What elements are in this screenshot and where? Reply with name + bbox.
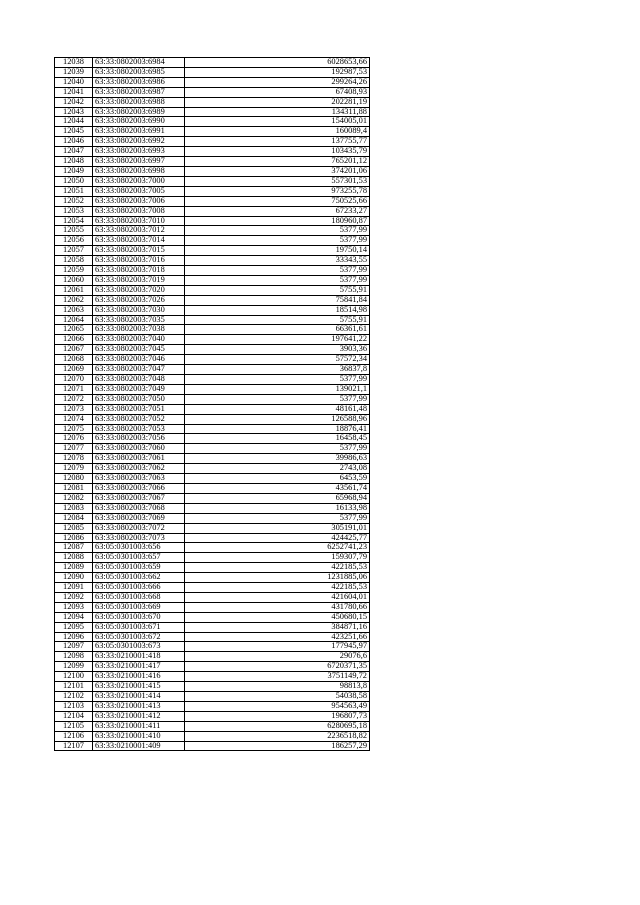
table-row (55, 186, 370, 196)
cadastral-number-cell: 63:05:0301003:672 (93, 632, 185, 642)
table-row (55, 721, 370, 731)
table-row (55, 335, 370, 345)
table-row (55, 662, 370, 672)
row-number-cell: 12058 (55, 256, 93, 266)
value-cell: 5377,99 (185, 375, 370, 385)
row-number-cell: 12082 (55, 493, 93, 503)
cadastral-number-cell: 63:33:0802003:6990 (93, 117, 185, 127)
table-row (55, 117, 370, 127)
value-cell: 126588,96 (185, 414, 370, 424)
cadastral-number-cell: 63:33:0802003:6986 (93, 77, 185, 87)
row-number-cell: 12039 (55, 67, 93, 77)
cadastral-number-cell: 63:33:0802003:6984 (93, 58, 185, 68)
value-cell: 75841,84 (185, 295, 370, 305)
table-row (55, 196, 370, 206)
table-row (55, 642, 370, 652)
row-number-cell: 12048 (55, 157, 93, 167)
cadastral-number-cell: 63:05:0301003:670 (93, 612, 185, 622)
cadastral-number-cell: 63:33:0210001:416 (93, 672, 185, 682)
value-cell: 5755,91 (185, 285, 370, 295)
cadastral-number-cell: 63:33:0802003:7015 (93, 246, 185, 256)
table-row (55, 731, 370, 741)
value-cell: 18514,98 (185, 305, 370, 315)
cadastral-number-cell: 63:33:0802003:7072 (93, 523, 185, 533)
cadastral-number-cell: 63:33:0802003:7026 (93, 295, 185, 305)
cadastral-number-cell: 63:33:0802003:7053 (93, 424, 185, 434)
value-cell: 431780,66 (185, 602, 370, 612)
value-cell: 2236518,82 (185, 731, 370, 741)
table-row (55, 107, 370, 117)
value-cell: 29076,6 (185, 652, 370, 662)
value-cell: 67408,93 (185, 87, 370, 97)
row-number-cell: 12086 (55, 533, 93, 543)
table-row (55, 365, 370, 375)
cadastral-number-cell: 63:33:0210001:411 (93, 721, 185, 731)
cadastral-number-cell: 63:33:0802003:7012 (93, 226, 185, 236)
cadastral-number-cell: 63:33:0210001:412 (93, 711, 185, 721)
row-number-cell: 12064 (55, 315, 93, 325)
table-row (55, 692, 370, 702)
table-row (55, 246, 370, 256)
table-row (55, 602, 370, 612)
cadastral-number-cell: 63:33:0210001:418 (93, 652, 185, 662)
row-number-cell: 12096 (55, 632, 93, 642)
value-cell: 973255,78 (185, 186, 370, 196)
row-number-cell: 12050 (55, 176, 93, 186)
cadastral-number-cell: 63:05:0301003:669 (93, 602, 185, 612)
row-number-cell: 12076 (55, 434, 93, 444)
row-number-cell: 12071 (55, 384, 93, 394)
table-row (55, 275, 370, 285)
cadastral-number-cell: 63:33:0802003:7068 (93, 503, 185, 513)
table-row (55, 493, 370, 503)
table-row (55, 394, 370, 404)
cadastral-number-cell: 63:33:0802003:7060 (93, 444, 185, 454)
table-row (55, 583, 370, 593)
row-number-cell: 12094 (55, 612, 93, 622)
cadastral-number-cell: 63:33:0802003:6985 (93, 67, 185, 77)
table-row (55, 67, 370, 77)
row-number-cell: 12062 (55, 295, 93, 305)
row-number-cell: 12055 (55, 226, 93, 236)
cadastral-number-cell: 63:33:0210001:414 (93, 692, 185, 702)
value-cell: 39986,63 (185, 454, 370, 464)
cadastral-number-cell: 63:33:0802003:7020 (93, 285, 185, 295)
table-row (55, 592, 370, 602)
row-number-cell: 12072 (55, 394, 93, 404)
row-number-cell: 12092 (55, 592, 93, 602)
row-number-cell: 12054 (55, 216, 93, 226)
cadastral-number-cell: 63:33:0802003:7016 (93, 256, 185, 266)
value-cell: 54038,58 (185, 692, 370, 702)
row-number-cell: 12098 (55, 652, 93, 662)
value-cell: 177945,97 (185, 642, 370, 652)
cadastral-number-cell: 63:33:0802003:7000 (93, 176, 185, 186)
value-cell: 43561,74 (185, 483, 370, 493)
row-number-cell: 12103 (55, 701, 93, 711)
row-number-cell: 12101 (55, 682, 93, 692)
cadastral-value-table (54, 57, 370, 751)
value-cell: 18876,41 (185, 424, 370, 434)
row-number-cell: 12107 (55, 741, 93, 751)
table-row (55, 236, 370, 246)
value-cell: 422185,53 (185, 583, 370, 593)
row-number-cell: 12068 (55, 355, 93, 365)
value-cell: 180960,87 (185, 216, 370, 226)
table-row (55, 137, 370, 147)
row-number-cell: 12065 (55, 325, 93, 335)
row-number-cell: 12083 (55, 503, 93, 513)
row-number-cell: 12070 (55, 375, 93, 385)
row-number-cell: 12104 (55, 711, 93, 721)
cadastral-number-cell: 63:33:0802003:7048 (93, 375, 185, 385)
value-cell: 5377,99 (185, 226, 370, 236)
table-row (55, 87, 370, 97)
table-row (55, 553, 370, 563)
row-number-cell: 12066 (55, 335, 93, 345)
value-cell: 16458,45 (185, 434, 370, 444)
cadastral-number-cell: 63:33:0802003:7010 (93, 216, 185, 226)
table-row (55, 474, 370, 484)
value-cell: 36837,8 (185, 365, 370, 375)
table-row (55, 523, 370, 533)
table-row (55, 672, 370, 682)
row-number-cell: 12040 (55, 77, 93, 87)
value-cell: 3751149,72 (185, 672, 370, 682)
value-cell: 424425,77 (185, 533, 370, 543)
row-number-cell: 12085 (55, 523, 93, 533)
table-row (55, 543, 370, 553)
cadastral-number-cell: 63:33:0210001:413 (93, 701, 185, 711)
cadastral-number-cell: 63:33:0802003:7061 (93, 454, 185, 464)
cadastral-number-cell: 63:33:0210001:409 (93, 741, 185, 751)
row-number-cell: 12073 (55, 404, 93, 414)
table-row (55, 285, 370, 295)
table-body (55, 58, 370, 751)
table-row (55, 404, 370, 414)
value-cell: 5755,91 (185, 315, 370, 325)
value-cell: 19750,14 (185, 246, 370, 256)
value-cell: 5377,99 (185, 266, 370, 276)
row-number-cell: 12088 (55, 553, 93, 563)
row-number-cell: 12057 (55, 246, 93, 256)
row-number-cell: 12095 (55, 622, 93, 632)
value-cell: 6028653,66 (185, 58, 370, 68)
table-row (55, 444, 370, 454)
table-row (55, 206, 370, 216)
row-number-cell: 12080 (55, 474, 93, 484)
value-cell: 154005,01 (185, 117, 370, 127)
row-number-cell: 12102 (55, 692, 93, 702)
cadastral-number-cell: 63:33:0802003:7014 (93, 236, 185, 246)
value-cell: 139021,1 (185, 384, 370, 394)
table-row (55, 414, 370, 424)
table-row (55, 533, 370, 543)
table-row (55, 58, 370, 68)
value-cell: 67233,27 (185, 206, 370, 216)
value-cell: 65968,94 (185, 493, 370, 503)
cadastral-number-cell: 63:05:0301003:662 (93, 573, 185, 583)
row-number-cell: 12097 (55, 642, 93, 652)
cadastral-number-cell: 63:05:0301003:671 (93, 622, 185, 632)
row-number-cell: 12049 (55, 166, 93, 176)
cadastral-number-cell: 63:33:0802003:7019 (93, 275, 185, 285)
value-cell: 48161,48 (185, 404, 370, 414)
value-cell: 423251,66 (185, 632, 370, 642)
row-number-cell: 12041 (55, 87, 93, 97)
table-row (55, 266, 370, 276)
row-number-cell: 12075 (55, 424, 93, 434)
cadastral-number-cell: 63:05:0301003:673 (93, 642, 185, 652)
table-row (55, 77, 370, 87)
cadastral-number-cell: 63:33:0802003:7073 (93, 533, 185, 543)
row-number-cell: 12067 (55, 345, 93, 355)
table-row (55, 216, 370, 226)
value-cell: 134311,88 (185, 107, 370, 117)
table-row (55, 305, 370, 315)
cadastral-number-cell: 63:33:0802003:6991 (93, 127, 185, 137)
value-cell: 5377,99 (185, 513, 370, 523)
row-number-cell: 12105 (55, 721, 93, 731)
table-row (55, 483, 370, 493)
cadastral-number-cell: 63:33:0802003:7056 (93, 434, 185, 444)
cadastral-number-cell: 63:05:0301003:656 (93, 543, 185, 553)
row-number-cell: 12089 (55, 563, 93, 573)
row-number-cell: 12046 (55, 137, 93, 147)
cadastral-number-cell: 63:33:0802003:7069 (93, 513, 185, 523)
row-number-cell: 12045 (55, 127, 93, 137)
cadastral-number-cell: 63:33:0802003:7063 (93, 474, 185, 484)
value-cell: 103435,79 (185, 147, 370, 157)
table-row (55, 176, 370, 186)
value-cell: 299264,26 (185, 77, 370, 87)
table-row (55, 355, 370, 365)
table-row (55, 315, 370, 325)
row-number-cell: 12060 (55, 275, 93, 285)
row-number-cell: 12099 (55, 662, 93, 672)
value-cell: 98813,8 (185, 682, 370, 692)
row-number-cell: 12084 (55, 513, 93, 523)
cadastral-number-cell: 63:05:0301003:657 (93, 553, 185, 563)
table-row (55, 612, 370, 622)
table-row (55, 166, 370, 176)
row-number-cell: 12091 (55, 583, 93, 593)
table-row (55, 434, 370, 444)
row-number-cell: 12106 (55, 731, 93, 741)
row-number-cell: 12077 (55, 444, 93, 454)
table-row (55, 464, 370, 474)
table-row (55, 563, 370, 573)
cadastral-number-cell: 63:33:0802003:6993 (93, 147, 185, 157)
table-row (55, 157, 370, 167)
table-row (55, 573, 370, 583)
cadastral-number-cell: 63:33:0802003:7018 (93, 266, 185, 276)
row-number-cell: 12079 (55, 464, 93, 474)
table-row (55, 256, 370, 266)
value-cell: 160089,4 (185, 127, 370, 137)
cadastral-number-cell: 63:33:0802003:7062 (93, 464, 185, 474)
cadastral-number-cell: 63:33:0802003:7030 (93, 305, 185, 315)
cadastral-number-cell: 63:33:0802003:7038 (93, 325, 185, 335)
value-cell: 305191,01 (185, 523, 370, 533)
cadastral-number-cell: 63:33:0802003:6998 (93, 166, 185, 176)
row-number-cell: 12052 (55, 196, 93, 206)
table-row (55, 652, 370, 662)
table-row (55, 384, 370, 394)
value-cell: 5377,99 (185, 236, 370, 246)
value-cell: 384871,16 (185, 622, 370, 632)
cadastral-number-cell: 63:33:0210001:410 (93, 731, 185, 741)
value-cell: 3903,36 (185, 345, 370, 355)
table-row (55, 741, 370, 751)
row-number-cell: 12053 (55, 206, 93, 216)
value-cell: 954563,49 (185, 701, 370, 711)
cadastral-number-cell: 63:05:0301003:659 (93, 563, 185, 573)
cadastral-number-cell: 63:33:0802003:6992 (93, 137, 185, 147)
table-row (55, 147, 370, 157)
value-cell: 6720371,35 (185, 662, 370, 672)
cadastral-number-cell: 63:33:0802003:7049 (93, 384, 185, 394)
cadastral-number-cell: 63:33:0802003:7045 (93, 345, 185, 355)
value-cell: 197641,22 (185, 335, 370, 345)
row-number-cell: 12051 (55, 186, 93, 196)
value-cell: 66361,61 (185, 325, 370, 335)
table-row (55, 345, 370, 355)
cadastral-number-cell: 63:33:0802003:7052 (93, 414, 185, 424)
table-row (55, 711, 370, 721)
cadastral-number-cell: 63:33:0210001:415 (93, 682, 185, 692)
value-cell: 159307,79 (185, 553, 370, 563)
table-row (55, 325, 370, 335)
value-cell: 16133,98 (185, 503, 370, 513)
value-cell: 5377,99 (185, 275, 370, 285)
cadastral-number-cell: 63:33:0802003:7047 (93, 365, 185, 375)
value-cell: 421604,01 (185, 592, 370, 602)
value-cell: 137755,77 (185, 137, 370, 147)
value-cell: 6252741,23 (185, 543, 370, 553)
table-row (55, 454, 370, 464)
row-number-cell: 12078 (55, 454, 93, 464)
row-number-cell: 12044 (55, 117, 93, 127)
cadastral-number-cell: 63:33:0210001:417 (93, 662, 185, 672)
value-cell: 192987,53 (185, 67, 370, 77)
cadastral-number-cell: 63:33:0802003:7035 (93, 315, 185, 325)
value-cell: 765201,12 (185, 157, 370, 167)
table-row (55, 97, 370, 107)
table-row (55, 682, 370, 692)
table-row (55, 513, 370, 523)
cadastral-number-cell: 63:05:0301003:666 (93, 583, 185, 593)
value-cell: 374201,06 (185, 166, 370, 176)
row-number-cell: 12063 (55, 305, 93, 315)
table-row (55, 622, 370, 632)
table-row (55, 503, 370, 513)
cadastral-number-cell: 63:33:0802003:7046 (93, 355, 185, 365)
cadastral-number-cell: 63:33:0802003:6997 (93, 157, 185, 167)
value-cell: 2743,08 (185, 464, 370, 474)
table-row (55, 424, 370, 434)
table-row (55, 701, 370, 711)
row-number-cell: 12056 (55, 236, 93, 246)
value-cell: 1231885,06 (185, 573, 370, 583)
table-row (55, 295, 370, 305)
row-number-cell: 12074 (55, 414, 93, 424)
value-cell: 5377,99 (185, 444, 370, 454)
row-number-cell: 12043 (55, 107, 93, 117)
value-cell: 422185,53 (185, 563, 370, 573)
row-number-cell: 12042 (55, 97, 93, 107)
cadastral-number-cell: 63:33:0802003:6988 (93, 97, 185, 107)
row-number-cell: 12081 (55, 483, 93, 493)
row-number-cell: 12093 (55, 602, 93, 612)
value-cell: 5377,99 (185, 394, 370, 404)
cadastral-number-cell: 63:05:0301003:668 (93, 592, 185, 602)
row-number-cell: 12047 (55, 147, 93, 157)
row-number-cell: 12059 (55, 266, 93, 276)
value-cell: 557301,53 (185, 176, 370, 186)
value-cell: 6453,59 (185, 474, 370, 484)
value-cell: 196807,73 (185, 711, 370, 721)
row-number-cell: 12069 (55, 365, 93, 375)
cadastral-number-cell: 63:33:0802003:7040 (93, 335, 185, 345)
value-cell: 33343,55 (185, 256, 370, 266)
table-row (55, 226, 370, 236)
table-row (55, 632, 370, 642)
cadastral-number-cell: 63:33:0802003:7051 (93, 404, 185, 414)
row-number-cell: 12090 (55, 573, 93, 583)
value-cell: 57572,34 (185, 355, 370, 365)
row-number-cell: 12100 (55, 672, 93, 682)
cadastral-number-cell: 63:33:0802003:7008 (93, 206, 185, 216)
value-cell: 750525,66 (185, 196, 370, 206)
cadastral-number-cell: 63:33:0802003:7006 (93, 196, 185, 206)
cadastral-number-cell: 63:33:0802003:6987 (93, 87, 185, 97)
row-number-cell: 12038 (55, 58, 93, 68)
cadastral-number-cell: 63:33:0802003:7066 (93, 483, 185, 493)
row-number-cell: 12087 (55, 543, 93, 553)
cadastral-number-cell: 63:33:0802003:7067 (93, 493, 185, 503)
row-number-cell: 12061 (55, 285, 93, 295)
cadastral-number-cell: 63:33:0802003:7050 (93, 394, 185, 404)
value-cell: 6280695,18 (185, 721, 370, 731)
value-cell: 186257,29 (185, 741, 370, 751)
value-cell: 450680,15 (185, 612, 370, 622)
value-cell: 202281,19 (185, 97, 370, 107)
table-row (55, 375, 370, 385)
cadastral-number-cell: 63:33:0802003:7005 (93, 186, 185, 196)
table-row (55, 127, 370, 137)
cadastral-number-cell: 63:33:0802003:6989 (93, 107, 185, 117)
